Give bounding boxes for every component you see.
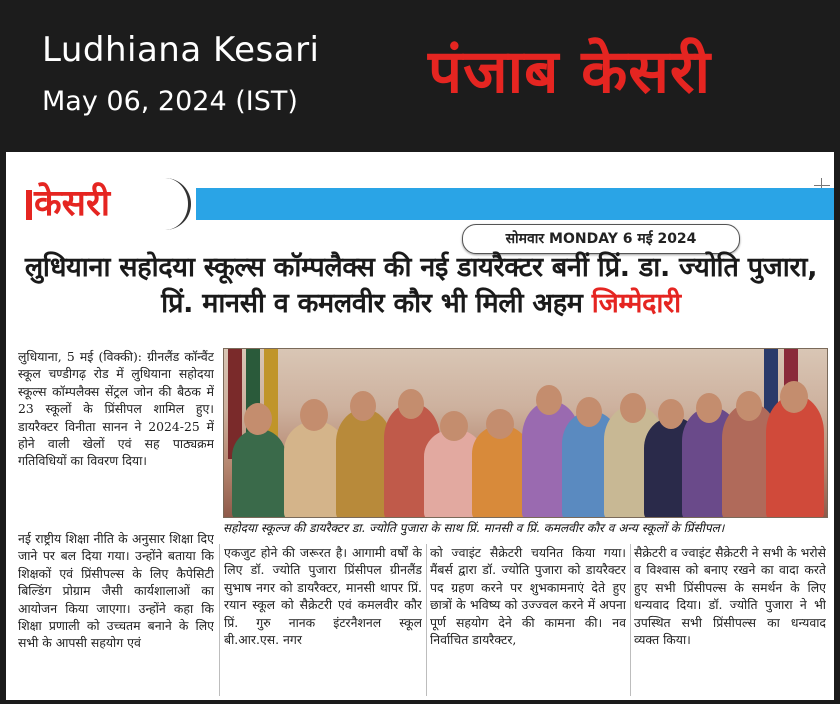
lead-paragraph-continued: नई राष्ट्रीय शिक्षा नीति के अनुसार शिक्षा दिए जाने पर बल दिया गया। उन्होंने बताया कि शिक्षकों एवं प्रिंसीपल्स के लिए कैपेसिटी बिल्डिंग प्रोग्राम जैसी कार्यशालाओं का आयोजन किया जाएगा। उन्होंने कहा कि शिक्षा प्रणाली को उच्चतम बनाने के लिए सभी के आपसी सहयोग एवं	[18, 531, 214, 651]
group-photo	[223, 348, 828, 518]
masthead-date: सोमवार MONDAY 6 मई 2024	[505, 231, 697, 247]
headline-main: लुधियाना सहोदया स्कूल्स कॉम्पलैक्स की नई डायरैक्टर बनीं प्रिं. डा. ज्योति पुजारा, प्रिं. मानसी व कमलवीर कौर भी मिली अहम	[24, 252, 818, 319]
photo-person	[766, 395, 824, 518]
column-divider	[219, 544, 220, 696]
photo-person-head	[536, 385, 562, 415]
photo-person-head	[620, 393, 646, 423]
news-clipping	[6, 152, 834, 700]
masthead-divider	[162, 178, 191, 230]
headline-highlight: जिम्मेदारी	[591, 288, 681, 319]
column-divider	[630, 544, 631, 696]
article-headline	[18, 250, 824, 322]
article-column-4: सैक्रेटरी व ज्वाइंट सैक्रेटरी ने सभी के भरोसे व विश्वास को बनाए रखने का वादा करते हुए सभी प्रिंसीपल्स के समर्थन के लिए धन्यवाद दिया। डॉ. ज्योति पुजारा ने भी उपस्थित सभी प्रिंसीपल्स का धन्यवाद व्यक्त किया।	[634, 545, 826, 648]
masthead-logo-text: केसरी	[34, 183, 111, 224]
photo-person-head	[736, 391, 762, 421]
edition-title: Ludhiana Kesari	[42, 30, 320, 70]
article-column-3: को ज्वाइंट सैक्रेटरी चयनित किया गया। मैंबर्स द्वारा डॉ. ज्योति पुजारा को डायरैक्टर पद ग्रहण करने पर शुभकामनाएं देते हुए छात्रों के भविष्य को उज्ज्वल करने में अपना पूर्ण सहयोग देने की कामना की। नव निर्वाचित डायरैक्टर,	[430, 545, 626, 648]
photo-person-head	[658, 399, 684, 429]
column-divider	[426, 544, 427, 696]
logo-accent	[26, 190, 32, 220]
lead-paragraph: लुधियाना, 5 मई (विक्की): ग्रीनलैंड कॉन्वैंट स्कूल चण्डीगढ़ रोड में लुधियाना सहोदया स्कूल्स कॉम्पलैक्स सेंट्रल जोन की बैठक में 23 स्कूलों के प्रिंसीपल शामिल हुए। डायरैक्टर विनीता सानन ने 2024-25 में होने वाली खेलों एवं सह पाठ्यक्रम गतिविधियों का विवरण दिया।	[18, 349, 214, 469]
photo-person-head	[696, 393, 722, 423]
photo-person-head	[398, 389, 424, 419]
photo-person	[232, 429, 286, 518]
masthead-logo	[6, 182, 118, 226]
photo-person-head	[486, 409, 514, 439]
edition-date: May 06, 2024 (IST)	[42, 86, 298, 117]
photo-person-head	[440, 411, 468, 441]
newspaper-logo: पंजाब केसरी	[428, 37, 712, 107]
photo-person-head	[300, 399, 328, 431]
photo-caption: सहोदया स्कूल्ज की डायरैक्टर डा. ज्योति पुजारा के साथ प्रिं. मानसी व प्रिं. कमलवीर कौर व अन्य स्कूलों के प्रिंसीपल।	[223, 521, 725, 535]
photo-person-head	[244, 403, 272, 435]
masthead-band	[196, 188, 834, 220]
article-column-2: एकजुट होने की जरूरत है। आगामी वर्षों के लिए डॉ. ज्योति पुजारा प्रिंसीपल ग्रीनलैंड सुभाष नगर को डायरैक्टर, मानसी थापर प्रिं. रयान स्कूल को सैक्रेटरी एवं कमलवीर कौर प्रिं. गुरु नानक इंटरनैशनल स्कूल बी.आर.एस. नगर	[224, 545, 422, 648]
top-header	[0, 0, 840, 150]
photo-person-head	[350, 391, 376, 421]
photo-person-head	[576, 397, 602, 427]
masthead-strip	[6, 182, 834, 247]
photo-person-head	[780, 381, 808, 413]
